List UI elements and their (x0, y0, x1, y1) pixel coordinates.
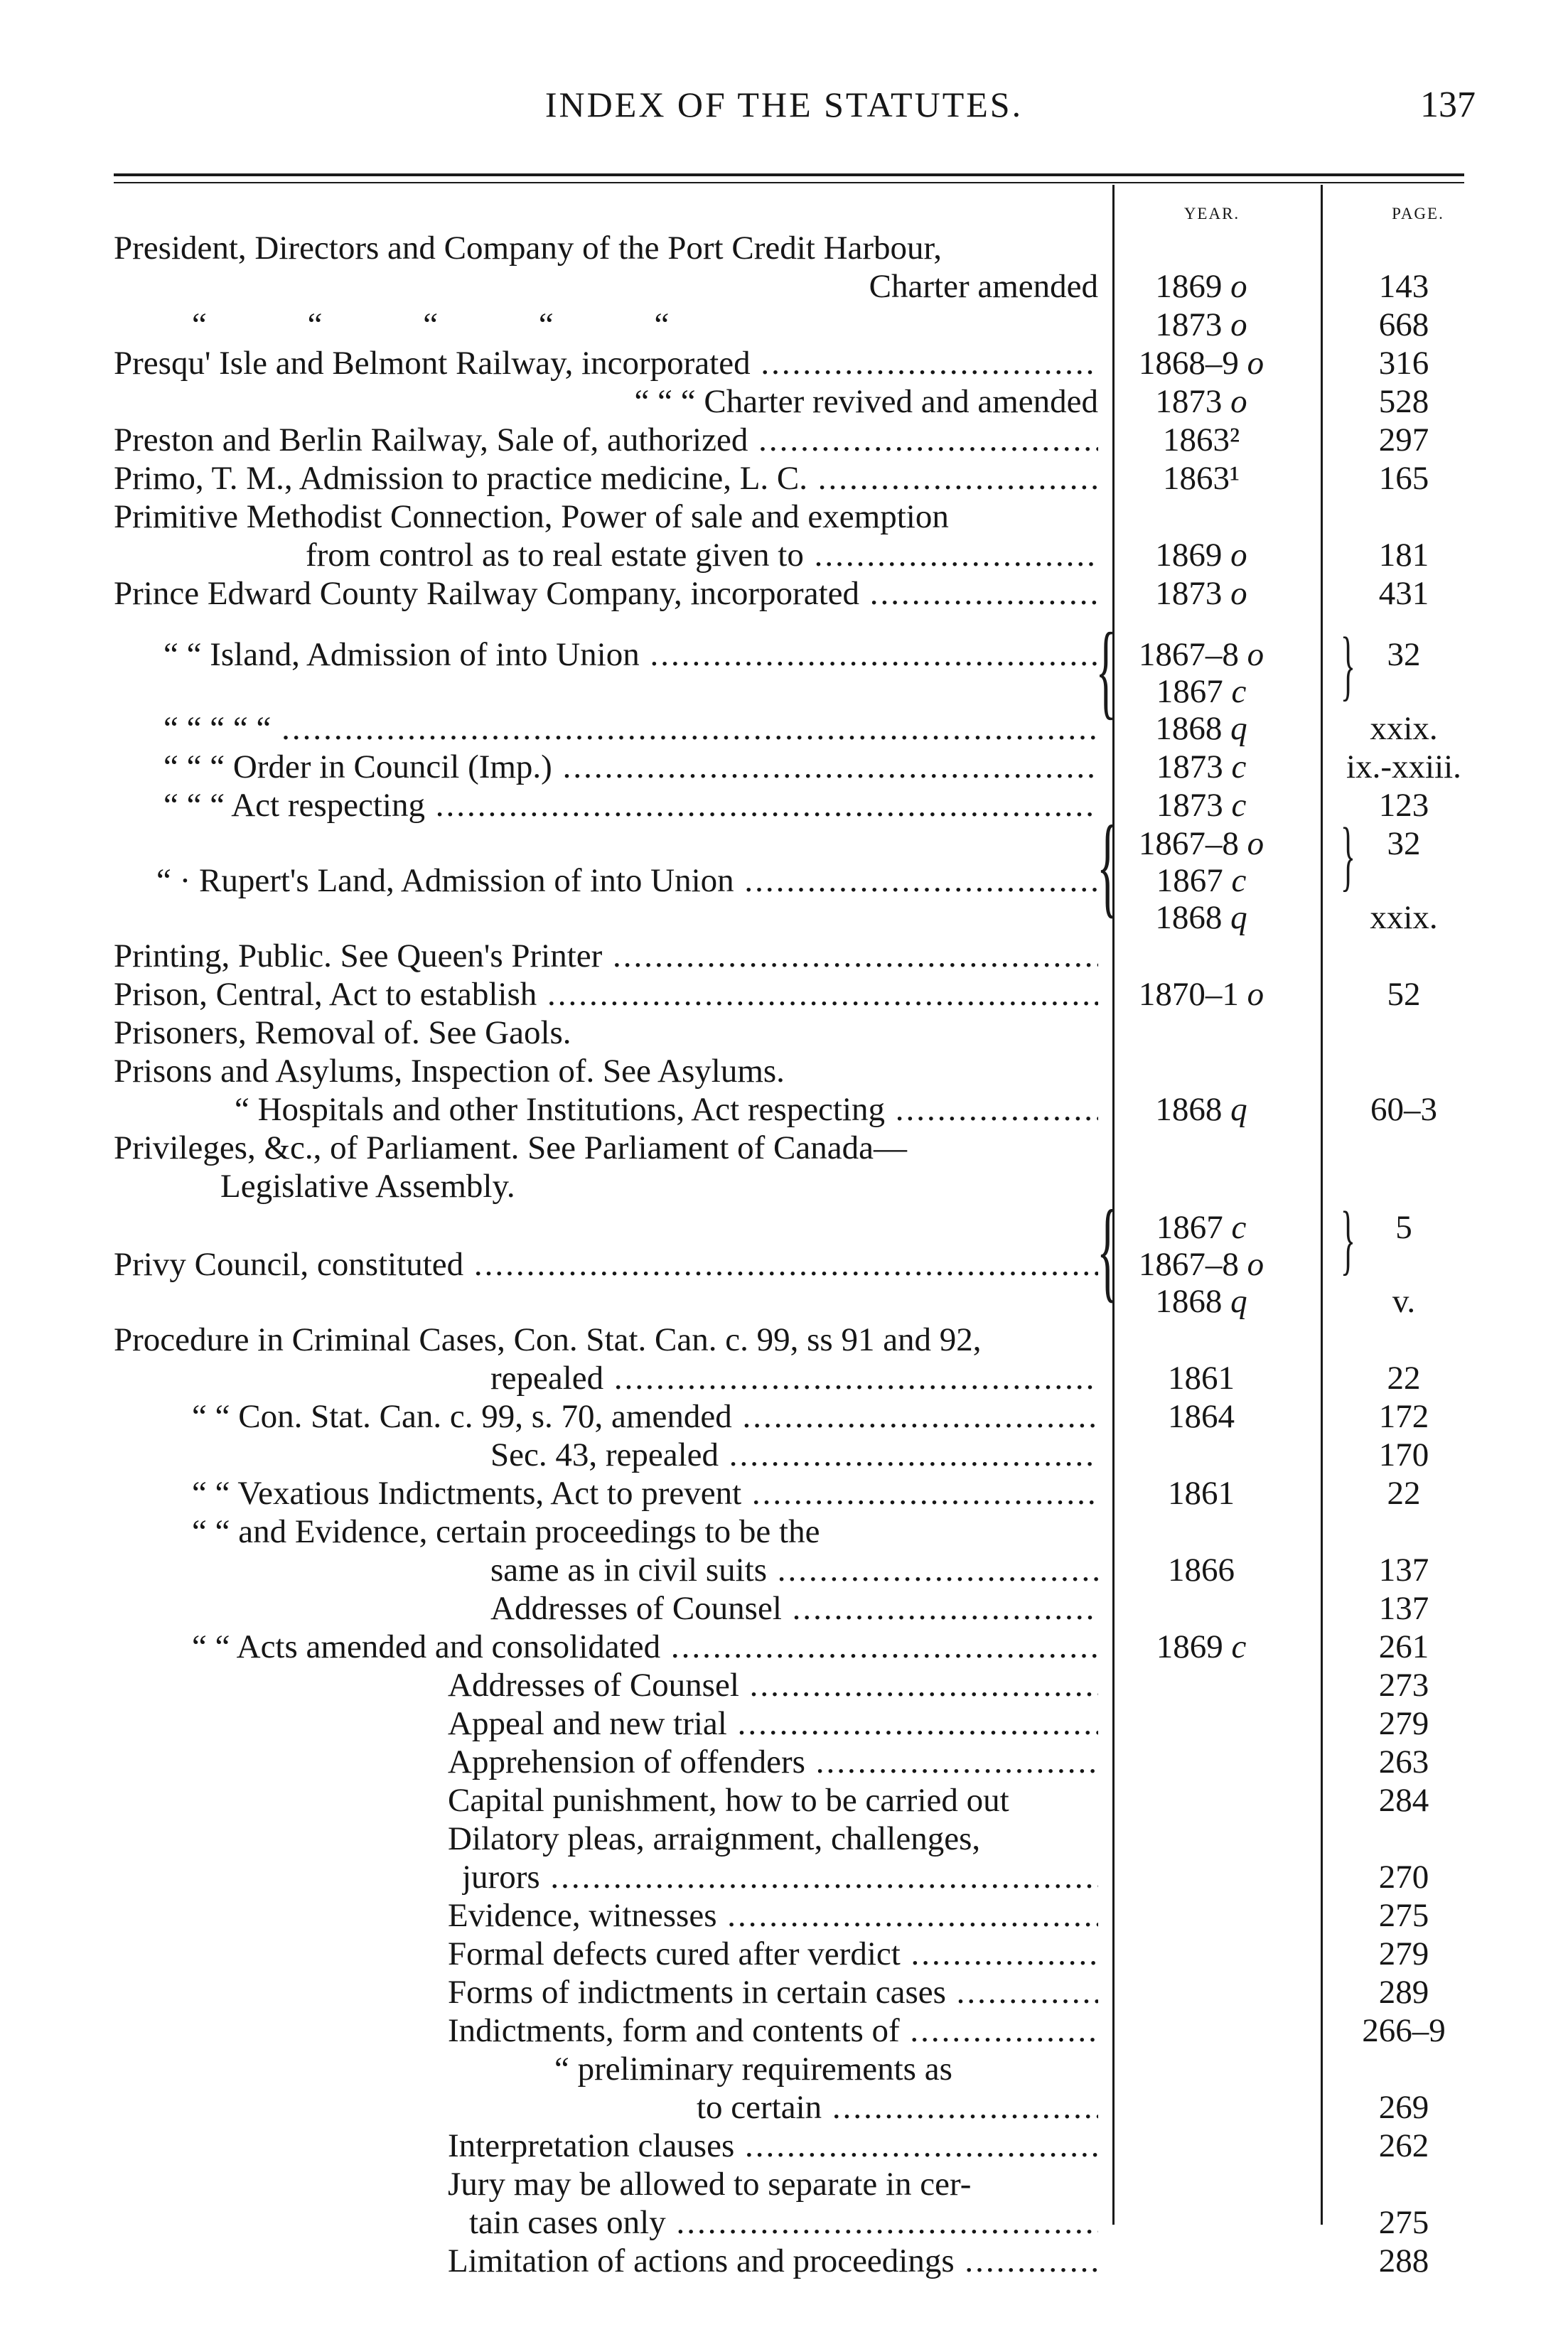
index-row (0, 1090, 1568, 1129)
entry-text: “ · Rupert's Land, Admission of into Union ..... (156, 861, 1098, 900)
session-letter: q (1230, 1283, 1247, 1320)
page-cell: 528 (1378, 383, 1429, 420)
entry-text: Prince Edward County Railway Company, incorporated ..... (114, 574, 1098, 613)
index-row (0, 1282, 1568, 1321)
entry-text: Sec. 43, repealed ..... (490, 1436, 1098, 1474)
entry-text: Primo, T. M., Admission to practice medicine, L. C. ..... (114, 459, 1098, 498)
year-cell: 1868 q (1155, 1091, 1247, 1128)
page-cell: 263 (1378, 1744, 1429, 1780)
entry-text: Charter amended (869, 268, 1098, 305)
entry-text: Procedure in Criminal Cases, Con. Stat. Can. c. 99, ss 91 and 92, (114, 1321, 982, 1358)
index-row (0, 748, 1568, 786)
year-cell: 1869 o (1155, 537, 1247, 574)
brace-prince-edward-island-page: } (1340, 621, 1355, 708)
index-row (0, 1896, 1568, 1935)
entry-text: Formal defects cured after verdict ..... (448, 1935, 1098, 1973)
entry-text: Forms of indictments in certain cases ..... (448, 1973, 1098, 2011)
entry-text: jurors ..... (462, 1858, 1098, 1896)
index-row (0, 1781, 1568, 1820)
entry-text: “ “ “ “ “ (192, 306, 670, 343)
entry-text: Primitive Methodist Connection, Power of sale and exemption (114, 498, 949, 535)
entry-text: Privy Council, constituted ..... (114, 1245, 1098, 1284)
year-cell: 1868 q (1155, 1283, 1247, 1320)
page-cell: 269 (1378, 2089, 1429, 2126)
entry-text: Evidence, witnesses ..... (448, 1896, 1098, 1935)
entry-text: Addresses of Counsel ..... (490, 1589, 1098, 1628)
year-cell: 1873 o (1155, 383, 1247, 420)
year-cell: 1873 o (1155, 306, 1247, 343)
brace-privy-council-page: } (1340, 1196, 1355, 1282)
session-letter: c (1231, 787, 1247, 824)
index-row (0, 824, 1568, 863)
page-cell: 32 (1387, 825, 1421, 862)
year-column-header: YEAR. (1183, 205, 1240, 222)
session-letter: o (1247, 976, 1264, 1013)
index-row (0, 898, 1568, 937)
year-cell: 1861 (1168, 1475, 1235, 1512)
index-row (0, 1628, 1568, 1666)
entry-text: “ preliminary requirements as (554, 2051, 952, 2088)
page-cell: 32 (1387, 636, 1421, 673)
entry-text: “ “ Island, Admission of into Union ..... (163, 635, 1098, 674)
page-cell: 143 (1378, 268, 1429, 305)
index-row (0, 1666, 1568, 1704)
index-row (0, 229, 1568, 267)
entry-text: Addresses of Counsel ..... (448, 1666, 1098, 1704)
session-letter: o (1230, 383, 1247, 420)
entry-text: Privileges, &c., of Parliament. See Parliament of Canada— (114, 1129, 907, 1166)
entry-text: Prison, Central, Act to establish ..... (114, 975, 1098, 1014)
page-cell: 60–3 (1370, 1091, 1437, 1128)
index-row (0, 2203, 1568, 2242)
index-row (0, 1397, 1568, 1436)
running-title: INDEX OF THE STATUTES. (544, 85, 1024, 124)
entry-text: “ “ “ Order in Council (Imp.) ..... (163, 748, 1098, 786)
session-letter: c (1231, 862, 1247, 899)
year-cell: 1867 c (1156, 862, 1247, 899)
index-row (0, 1743, 1568, 1781)
index-row (0, 2242, 1568, 2280)
year-cell: 1873 c (1156, 748, 1247, 785)
page-cell: 22 (1387, 1475, 1421, 1512)
page-cell: 137 (1378, 1590, 1429, 1627)
entry-text: repealed ..... (490, 1359, 1098, 1397)
entry-text: Printing, Public. See Queen's Printer ..... (114, 937, 1098, 975)
session-letter: o (1247, 345, 1264, 382)
entry-text: Preston and Berlin Railway, Sale of, authorized ..... (114, 421, 1098, 459)
entry-text: Apprehension of offenders ..... (448, 1743, 1098, 1781)
entry-text: Jury may be allowed to separate in cer- (448, 2166, 972, 2203)
year-cell: 1863¹ (1162, 460, 1240, 497)
page-cell: 262 (1378, 2127, 1429, 2164)
page-cell: xxix. (1370, 710, 1438, 747)
year-cell: 1873 o (1155, 575, 1247, 612)
page-cell: 279 (1378, 1935, 1429, 1972)
index-row (0, 1513, 1568, 1551)
index-row (0, 1208, 1568, 1247)
index-row (0, 937, 1568, 975)
page-cell: 273 (1378, 1667, 1429, 1704)
page-cell: 5 (1395, 1209, 1412, 1246)
entry-text: Dilatory pleas, arraignment, challenges, (448, 1820, 981, 1857)
page-cell: 165 (1378, 460, 1429, 497)
page-cell: 137 (1378, 1552, 1429, 1589)
entry-text: Appeal and new trial ..... (448, 1704, 1098, 1743)
entry-text: to certain ..... (697, 2088, 1098, 2127)
session-letter: c (1231, 1209, 1247, 1246)
index-row (0, 1474, 1568, 1513)
top-rule-thick (114, 173, 1464, 176)
brace-ruperts-land: { (1097, 802, 1119, 928)
index-row (0, 574, 1568, 613)
session-letter: o (1247, 1246, 1264, 1283)
page-cell: v. (1392, 1283, 1416, 1320)
session-letter: q (1230, 1091, 1247, 1128)
index-row (0, 2088, 1568, 2127)
year-cell: 1869 c (1156, 1628, 1247, 1665)
brace-privy-council: { (1097, 1186, 1119, 1313)
session-letter: o (1247, 825, 1264, 862)
page-cell: 170 (1378, 1436, 1429, 1473)
page-cell: 316 (1378, 345, 1429, 382)
session-letter: o (1230, 306, 1247, 343)
page-number: 137 (1420, 85, 1476, 125)
index-row (0, 1359, 1568, 1397)
entry-text: Capital punishment, how to be carried out (448, 1782, 1009, 1819)
session-letter: o (1230, 575, 1247, 612)
index-row (0, 1052, 1568, 1090)
entry-text: same as in civil suits ..... (490, 1551, 1098, 1589)
index-row (0, 536, 1568, 574)
index-row (0, 1014, 1568, 1052)
page-header (0, 84, 1568, 141)
session-letter: c (1231, 748, 1247, 785)
session-letter: q (1230, 899, 1247, 936)
page-cell: 279 (1378, 1705, 1429, 1742)
index-row (0, 786, 1568, 824)
entry-text: Prisoners, Removal of. See Gaols. (114, 1014, 571, 1051)
index-row (0, 267, 1568, 306)
year-cell: 1863² (1162, 421, 1240, 458)
index-row (0, 1820, 1568, 1858)
page-cell: 172 (1378, 1398, 1429, 1435)
index-row (0, 498, 1568, 536)
index-row (0, 1704, 1568, 1743)
entry-text: from control as to real estate given to ..... (306, 536, 1098, 574)
index-row (0, 1589, 1568, 1628)
brace-ruperts-land-page: } (1340, 812, 1355, 898)
entry-text: President, Directors and Company of the Port Credit Harbour, (114, 230, 943, 267)
index-row (0, 344, 1568, 382)
entry-text: “ “ Vexatious Indictments, Act to prevent ..... (192, 1474, 1098, 1513)
index-row (0, 421, 1568, 459)
index-row (0, 1551, 1568, 1589)
year-cell: 1867 c (1156, 673, 1247, 710)
year-cell: 1870–1 o (1138, 976, 1264, 1013)
page-cell: 261 (1378, 1628, 1429, 1665)
index-row (0, 1436, 1568, 1474)
page-cell: 52 (1387, 976, 1421, 1013)
session-letter: o (1247, 636, 1264, 673)
index-row (0, 2011, 1568, 2050)
index-row (0, 1321, 1568, 1359)
top-rule-thin (114, 182, 1464, 183)
entry-text: “ “ Con. Stat. Can. c. 99, s. 70, amended ..... (192, 1397, 1098, 1436)
entry-text: Legislative Assembly. (220, 1168, 515, 1205)
page-cell: 275 (1378, 1897, 1429, 1934)
page-cell: 270 (1378, 1859, 1429, 1896)
year-cell: 1861 (1168, 1360, 1235, 1397)
entry-text: Prisons and Asylums, Inspection of. See Asylums. (114, 1053, 785, 1090)
entry-text: “ “ Acts amended and consolidated ..... (192, 1628, 1098, 1666)
year-cell: 1866 (1168, 1552, 1235, 1589)
page-cell: 181 (1378, 537, 1429, 574)
year-cell: 1867–8 o (1138, 636, 1264, 673)
year-cell: 1864 (1168, 1398, 1235, 1435)
page-cell: 266–9 (1362, 2012, 1446, 2049)
page-cell: ix.-xxiii. (1346, 748, 1461, 785)
page-cell: 288 (1378, 2242, 1429, 2279)
page-cell: 431 (1378, 575, 1429, 612)
page-cell: 289 (1378, 1974, 1429, 2011)
index-row (0, 459, 1568, 498)
year-cell: 1869 o (1155, 268, 1247, 305)
index-row (0, 306, 1568, 344)
page-cell: xxix. (1370, 899, 1438, 936)
session-letter: o (1230, 537, 1247, 574)
page-cell: 284 (1378, 1782, 1429, 1819)
brace-prince-edward-island: { (1095, 611, 1117, 729)
index-row (0, 2127, 1568, 2165)
entry-text: tain cases only ..... (469, 2203, 1098, 2242)
entry-text: “ “ and Evidence, certain proceedings to be the (192, 1513, 820, 1550)
page-cell: 275 (1378, 2204, 1429, 2241)
entry-text: “ “ “ “ “ ..... (163, 709, 1098, 748)
session-letter: q (1230, 710, 1247, 747)
entry-text: Limitation of actions and proceedings ..... (448, 2242, 1098, 2280)
index-row (0, 861, 1568, 900)
page-cell: 22 (1387, 1360, 1421, 1397)
index-row (0, 672, 1568, 711)
index-row (0, 2050, 1568, 2088)
page-cell: 297 (1378, 421, 1429, 458)
index-row (0, 1935, 1568, 1973)
index-row (0, 1973, 1568, 2011)
index-row (0, 382, 1568, 421)
entry-text: Indictments, form and contents of ..... (448, 2011, 1098, 2050)
index-row (0, 1167, 1568, 1205)
year-cell: 1868 q (1155, 710, 1247, 747)
year-cell: 1867 c (1156, 1209, 1247, 1246)
index-row (0, 1245, 1568, 1284)
index-row (0, 2165, 1568, 2203)
session-letter: c (1231, 1628, 1247, 1665)
index-row (0, 1858, 1568, 1896)
entry-text: Presqu' Isle and Belmont Railway, incorporated ..... (114, 344, 1098, 382)
year-cell: 1868–9 o (1138, 345, 1264, 382)
entry-text: Interpretation clauses ..... (448, 2127, 1098, 2165)
index-row (0, 1129, 1568, 1167)
year-cell: 1867–8 o (1138, 1246, 1264, 1283)
session-letter: o (1230, 268, 1247, 305)
entry-text: “ “ “ Act respecting ..... (163, 786, 1098, 824)
page-cell: 668 (1378, 306, 1429, 343)
index-row (0, 635, 1568, 674)
page-column-header: PAGE. (1392, 205, 1444, 222)
entry-text: “ Hospitals and other Institutions, Act respecting ..... (235, 1090, 1098, 1129)
year-cell: 1867–8 o (1138, 825, 1264, 862)
year-cell: 1868 q (1155, 899, 1247, 936)
entry-text: “ “ “ Charter revived and amended (634, 383, 1098, 420)
index-row (0, 975, 1568, 1014)
session-letter: c (1231, 673, 1247, 710)
index-row (0, 709, 1568, 748)
year-cell: 1873 c (1156, 787, 1247, 824)
page-cell: 123 (1378, 787, 1429, 824)
